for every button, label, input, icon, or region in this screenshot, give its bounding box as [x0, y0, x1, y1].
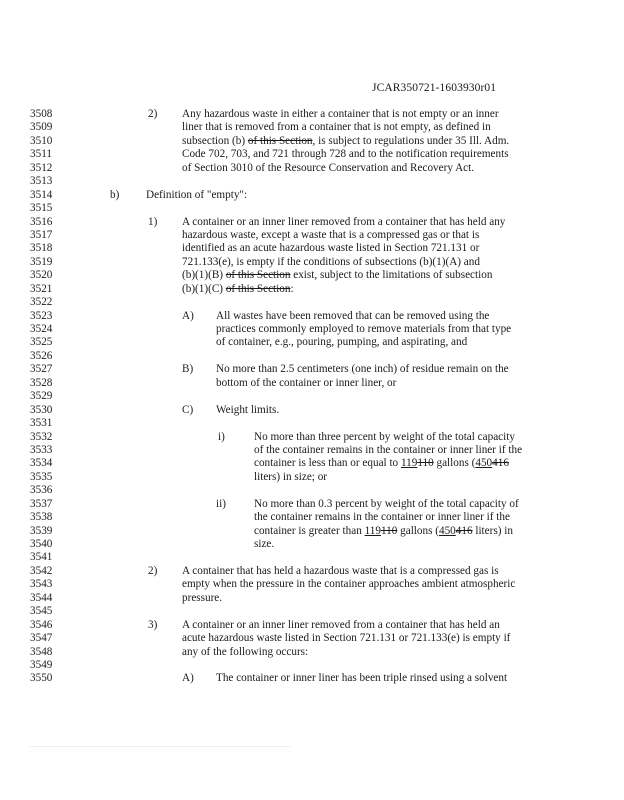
line-number: 3538 — [30, 511, 53, 524]
text-segment: Any hazardous waste in either a container that is not empty or an inner — [182, 108, 499, 120]
line-number: 3548 — [30, 645, 53, 658]
subsection-label: A) — [182, 309, 194, 322]
text-segment: liters) in — [472, 524, 513, 537]
text-line — [0, 202, 624, 215]
text-segment: Weight limits. — [216, 403, 280, 416]
line-number: 3528 — [30, 376, 53, 389]
line-text — [182, 256, 480, 269]
text-segment: acute hazardous waste listed in Section 721.131 or 721.133(e) is empty if — [182, 632, 511, 645]
line-text — [254, 525, 513, 538]
footer-rule — [30, 746, 290, 747]
text-line — [0, 619, 624, 632]
text-line — [0, 672, 624, 685]
text-segment: 721.133(e), is empty if the conditions of subsections (b)(1)(A) and — [182, 255, 480, 268]
line-number: 3537 — [30, 497, 53, 510]
line-text — [216, 377, 396, 390]
text-segment: of Section 3010 of the Resource Conservation and Recovery Act. — [182, 161, 475, 174]
line-number: 3545 — [30, 605, 53, 618]
line-text — [182, 592, 222, 605]
subsection-label: B) — [182, 363, 194, 376]
line-text — [254, 431, 515, 444]
line-number: 3526 — [30, 349, 53, 362]
text-line — [0, 417, 624, 430]
line-number: 3529 — [30, 390, 53, 403]
inserted-text: 450 — [438, 524, 456, 537]
text-line — [0, 538, 624, 551]
subsection-label: C) — [182, 403, 194, 416]
line-number: 3522 — [30, 296, 53, 309]
line-number: 3516 — [30, 215, 53, 228]
text-line — [0, 108, 624, 121]
line-number: 3546 — [30, 618, 53, 631]
text-segment: A container or an inner liner removed from a container that has held any — [182, 215, 506, 228]
line-text — [182, 229, 479, 242]
text-segment: the container remains in the container or inner liner if the — [254, 511, 510, 524]
text-line — [0, 377, 624, 390]
line-text — [182, 242, 479, 255]
text-line — [0, 121, 624, 134]
text-line — [0, 551, 624, 564]
line-number: 3527 — [30, 363, 53, 376]
text-line — [0, 565, 624, 578]
line-number: 3536 — [30, 484, 53, 497]
text-segment: any of the following occurs: — [182, 645, 309, 658]
text-segment: gallons ( — [433, 457, 476, 470]
line-number: 3531 — [30, 417, 53, 430]
line-number: 3539 — [30, 524, 53, 537]
line-text — [182, 148, 509, 161]
document-id: JCAR350721-1603930r01 — [372, 82, 497, 94]
text-line — [0, 175, 624, 188]
line-number: 3525 — [30, 336, 53, 349]
text-segment: , is subject to regulations under 35 Ill. Adm. — [312, 134, 510, 147]
text-segment: identified as an acute hazardous waste listed in Section 721.131 or — [182, 242, 480, 255]
text-line — [0, 310, 624, 323]
text-line — [0, 283, 624, 296]
text-line — [0, 592, 624, 605]
line-number: 3547 — [30, 632, 53, 645]
line-number: 3532 — [30, 430, 53, 443]
subsection-label: 2) — [148, 564, 158, 577]
text-segment: A container or an inner liner removed from a container that has held an — [182, 618, 500, 631]
line-text — [182, 565, 499, 578]
text-segment: of the container remains in the container or inner liner if the — [254, 443, 523, 456]
line-number: 3519 — [30, 255, 53, 268]
text-segment: container is greater than — [254, 524, 365, 537]
text-segment: Code 702, 703, and 721 through 728 and to the notification requirements — [182, 148, 509, 161]
subsection-label: 2) — [148, 108, 158, 120]
line-number: 3550 — [30, 672, 53, 685]
line-number: 3544 — [30, 591, 53, 604]
text-line — [0, 578, 624, 591]
line-number: 3518 — [30, 242, 53, 255]
line-number: 3540 — [30, 538, 53, 550]
subsection-label: ii) — [216, 497, 226, 510]
line-text — [216, 336, 467, 349]
line-text — [254, 511, 510, 524]
inserted-text: 450 — [475, 457, 493, 470]
line-number: 3541 — [30, 551, 53, 564]
text-segment: subsection (b) — [182, 134, 248, 147]
line-number: 3512 — [30, 161, 53, 174]
subsection-label: b) — [110, 188, 120, 201]
text-line — [0, 659, 624, 672]
line-number: 3530 — [30, 403, 53, 416]
line-number: 3515 — [30, 202, 53, 215]
struck-text: 416 — [455, 524, 473, 537]
line-text — [254, 444, 522, 457]
text-segment: No more than three percent by weight of the total capacity — [254, 430, 515, 443]
line-number: 3509 — [30, 121, 53, 134]
text-segment: A container that has held a hazardous waste that is a compressed gas is — [182, 564, 499, 577]
text-segment: : — [290, 282, 294, 295]
text-line — [0, 444, 624, 457]
line-text — [216, 310, 489, 323]
text-line — [0, 216, 624, 229]
struck-text: of this Section — [225, 269, 291, 282]
line-number: 3514 — [30, 188, 53, 201]
line-text — [216, 323, 511, 336]
text-segment: container is less than or equal to — [254, 457, 401, 470]
text-line — [0, 646, 624, 659]
text-line — [0, 363, 624, 376]
text-segment: liters) in size; or — [254, 470, 328, 483]
inserted-text: 119 — [364, 524, 381, 537]
line-text — [182, 283, 294, 296]
line-text — [254, 457, 509, 470]
line-text — [182, 578, 515, 591]
text-line — [0, 471, 624, 484]
line-number: 3543 — [30, 578, 53, 591]
line-number: 3521 — [30, 282, 53, 295]
line-number: 3517 — [30, 228, 53, 241]
text-line — [0, 511, 624, 524]
text-segment: practices commonly employed to remove materials from that type — [216, 323, 512, 335]
text-line — [0, 336, 624, 349]
subsection-label: A) — [182, 672, 194, 685]
line-text — [182, 269, 492, 282]
text-line — [0, 135, 624, 148]
subsection-label: i) — [218, 430, 225, 443]
struck-text: of this Section — [225, 282, 291, 295]
text-segment: of container, e.g., pouring, pumping, and aspirating, and — [216, 336, 468, 349]
text-line — [0, 148, 624, 161]
line-text — [182, 108, 499, 121]
text-line — [0, 350, 624, 363]
line-number: 3535 — [30, 470, 53, 483]
line-text — [216, 404, 279, 417]
text-segment: liner that is removed from a container that is not empty, as defined in — [182, 121, 491, 134]
text-line — [0, 323, 624, 336]
line-number: 3510 — [30, 134, 53, 147]
line-number: 3524 — [30, 323, 53, 335]
text-line — [0, 498, 624, 511]
line-text — [216, 672, 507, 685]
struck-text: 416 — [492, 457, 509, 470]
text-line — [0, 162, 624, 175]
line-text — [182, 135, 509, 148]
text-line — [0, 605, 624, 618]
text-segment: pressure. — [182, 591, 223, 604]
line-number: 3523 — [30, 309, 53, 322]
line-text — [254, 498, 519, 511]
numbered-text-lines — [0, 108, 624, 686]
text-line — [0, 242, 624, 255]
text-line — [0, 457, 624, 470]
text-line — [0, 189, 624, 202]
line-number: 3520 — [30, 269, 53, 282]
text-line — [0, 632, 624, 645]
text-line — [0, 229, 624, 242]
text-line — [0, 296, 624, 309]
text-segment: (b)(1)(B) — [182, 269, 226, 282]
text-segment: empty when the pressure in the container approaches ambient atmospheric — [182, 578, 516, 591]
line-text — [182, 646, 308, 659]
line-text — [182, 632, 510, 645]
struck-text: 110 — [380, 524, 398, 537]
text-segment: The container or inner liner has been triple rinsed using a solvent — [216, 672, 508, 685]
text-line — [0, 390, 624, 403]
struck-text: 110 — [417, 457, 434, 470]
line-text — [182, 619, 500, 632]
text-line — [0, 525, 624, 538]
text-segment: No more than 2.5 centimeters (one inch) of residue remain on the — [216, 363, 509, 376]
text-line — [0, 404, 624, 417]
line-number: 3549 — [30, 658, 53, 671]
text-segment: bottom of the container or inner liner, or — [216, 376, 397, 389]
text-segment: (b)(1)(C) — [182, 282, 226, 295]
line-number: 3533 — [30, 443, 53, 456]
line-number: 3513 — [30, 175, 53, 188]
text-line — [0, 256, 624, 269]
line-text — [182, 216, 505, 229]
text-line — [0, 484, 624, 497]
text-line — [0, 431, 624, 444]
text-segment: Definition of "empty": — [146, 188, 248, 201]
line-text — [146, 189, 247, 202]
line-text — [216, 363, 509, 376]
text-segment: hazardous waste, except a waste that is a compressed gas or that is — [182, 228, 480, 241]
text-line — [0, 269, 624, 282]
text-segment: No more than 0.3 percent by weight of the total capacity of — [254, 497, 519, 510]
text-segment: size. — [254, 538, 275, 550]
line-number: 3508 — [30, 108, 53, 120]
inserted-text: 119 — [400, 457, 418, 470]
line-text — [182, 162, 474, 175]
line-number: 3542 — [30, 564, 53, 577]
line-text — [254, 538, 274, 551]
text-segment: exist, subject to the limitations of subsection — [290, 269, 493, 282]
line-text — [182, 121, 491, 134]
line-number: 3534 — [30, 457, 53, 470]
line-text — [254, 471, 327, 484]
subsection-label: 3) — [148, 618, 158, 631]
text-segment: gallons ( — [397, 524, 439, 537]
line-number: 3511 — [30, 148, 52, 161]
text-segment: All wastes have been removed that can be removed using the — [216, 309, 490, 322]
struck-text: of this Section — [247, 134, 313, 147]
subsection-label: 1) — [148, 215, 158, 228]
